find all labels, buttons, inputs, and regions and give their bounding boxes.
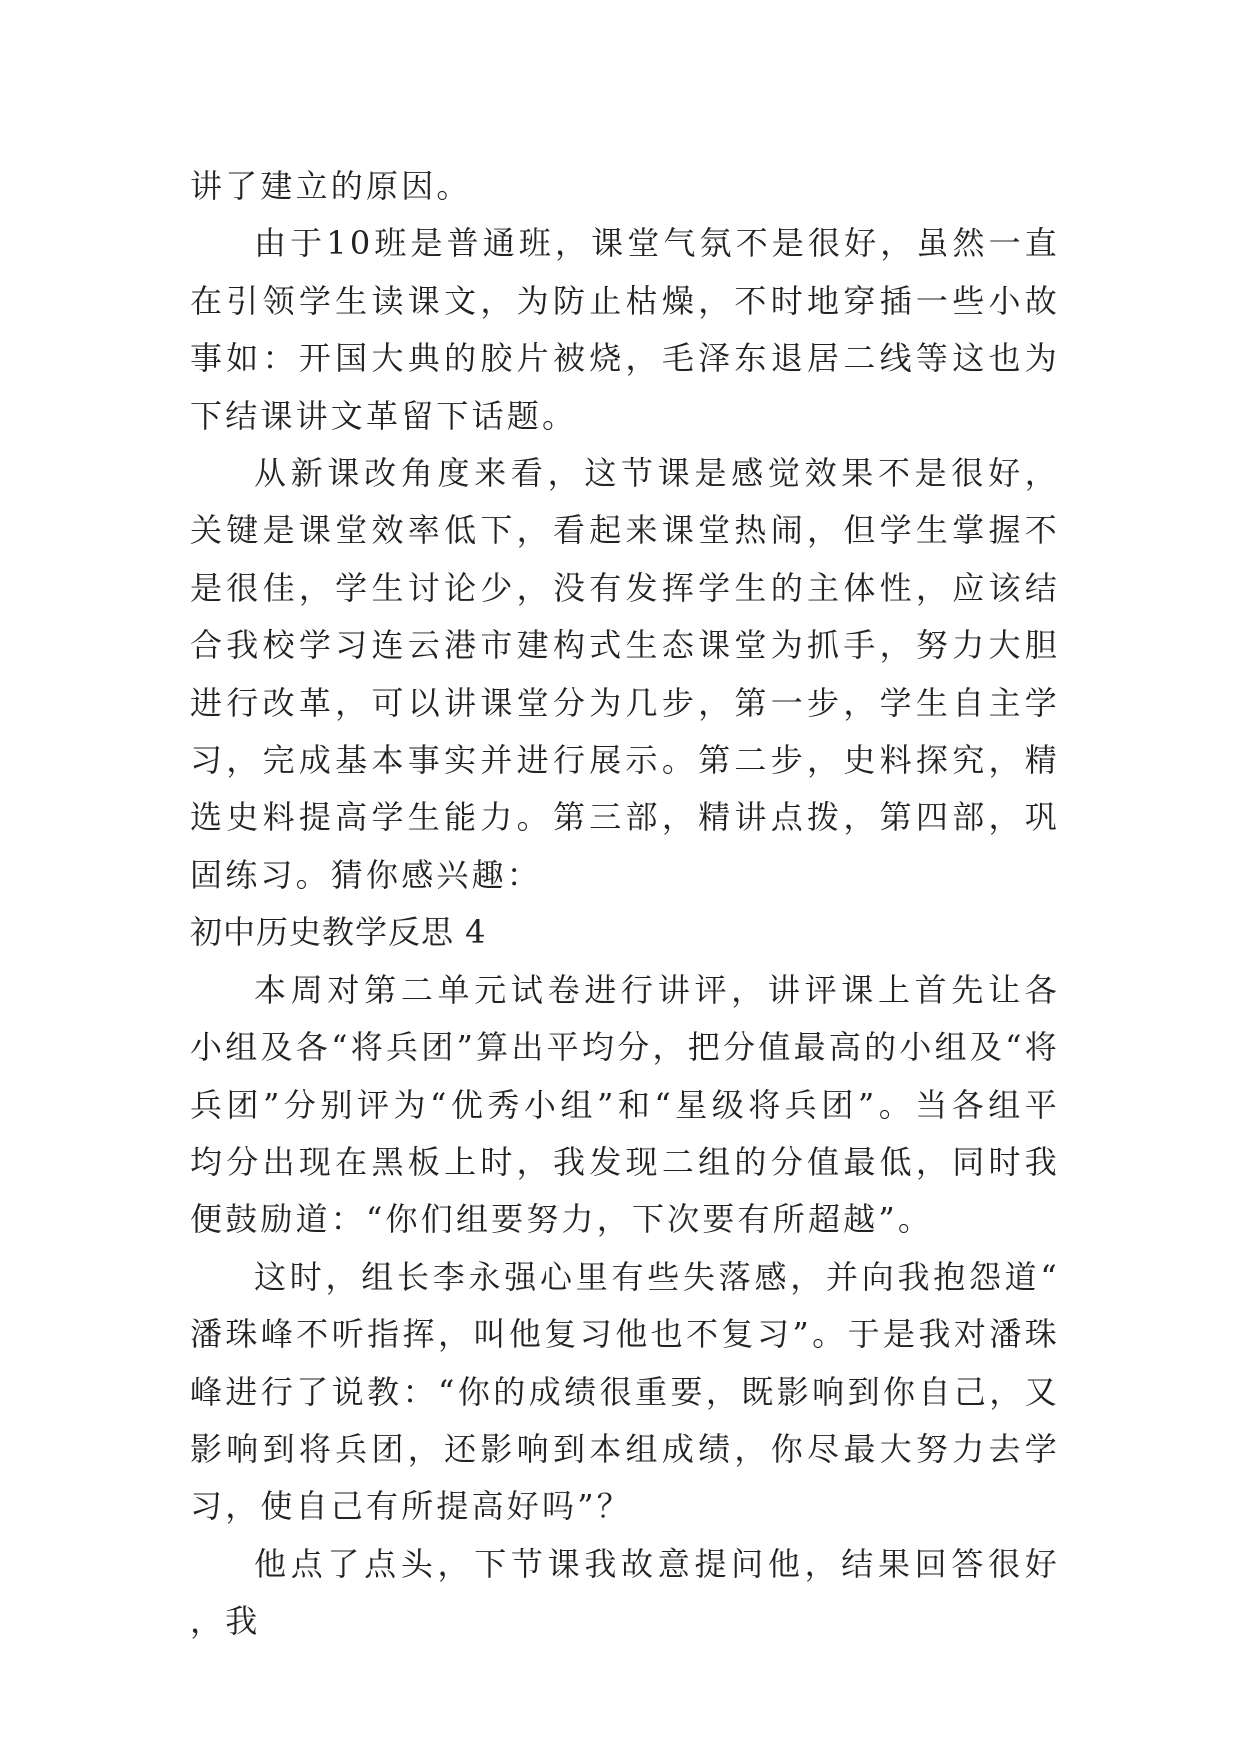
paragraph-group-leader: 这时，组长李永强心里有些失落感，并向我抱怨道“潘珠峰不听指挥，叫他复习他也不复习”。于是我对潘珠峰进行了说教：“你的成绩很重要，既影响到你自己，又影响到将兵团，还影响到本组成绩，你尽最大努力去学习，使自己有所提高好吗”？	[190, 1257, 1060, 1526]
paragraph-new-curriculum: 从新课改角度来看，这节课是感觉效果不是很好，关键是课堂效率低下，看起来课堂热闹，但学生掌握不是很佳，学生讨论少，没有发挥学生的主体性，应该结合我校学习连云港市建构式生态课堂为抓手，努力大胆进行改革，可以讲课堂分为几步，第一步，学生自主学习，完成基本事实并进行展示。第二步，史料探究，精选史料提高学生能力。第三部，精讲点拨，第四部，巩固练习。猜你感兴趣：	[190, 454, 1060, 894]
paragraph-test-review: 本周对第二单元试卷进行讲评，讲评课上首先让各小组及各“将兵团”算出平均分，把分值最高的小组及“将兵团”分别评为“优秀小组”和“星级将兵团”。当各组平均分出现在黑板上时，我发现二组的分值最低，同时我便鼓励道：“你们组要努力，下次要有所超越”。	[190, 970, 1060, 1239]
document-body	[190, 158, 1060, 1651]
paragraph-class-atmosphere: 由于10班是普通班，课堂气氛不是很好，虽然一直在引领学生读课文，为防止枯燥，不时地穿插一些小故事如：开国大典的胶片被烧，毛泽东退居二线等这也为下结课讲文革留下话题。	[190, 224, 1060, 435]
section-heading: 初中历史教学反思 4	[190, 913, 487, 952]
paragraph-nodded: 他点了点头，下节课我故意提问他，结果回答很好，我	[190, 1544, 1060, 1641]
paragraph-continuation: 讲了建立的原因。	[190, 167, 472, 205]
